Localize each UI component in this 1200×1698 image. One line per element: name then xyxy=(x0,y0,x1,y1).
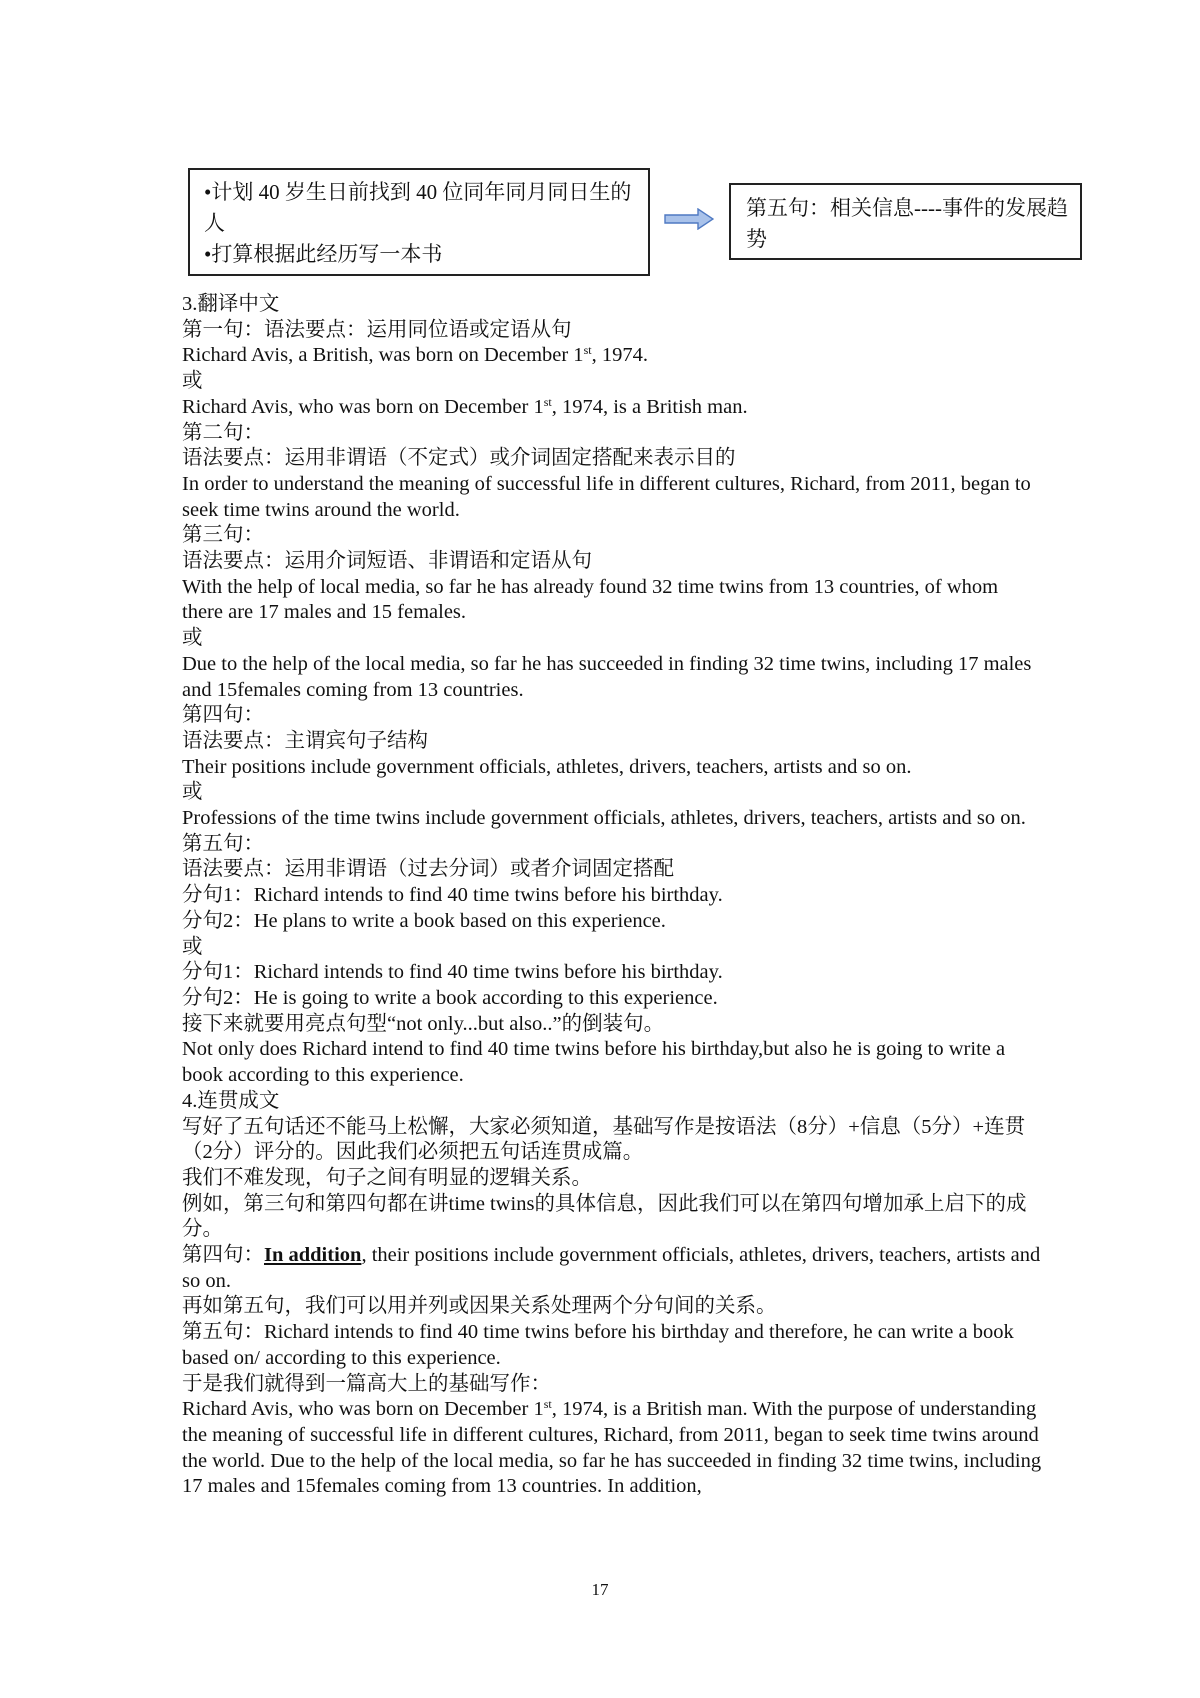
sentence-5-revised: 第五句：Richard intends to find 40 time twins before his birthday and therefore, he can write a book based on/ according to this experience. xyxy=(182,1321,1014,1369)
coherence-paragraph-5: 再如第五句，我们可以用并列或因果关系处理两个分句间的关系。 xyxy=(182,1295,777,1318)
transition-highlight: In addition xyxy=(264,1244,362,1267)
plan-line-1: •计划 40 岁生日前找到 40 位同年同月同日生的人 xyxy=(204,180,632,235)
sentence-5-grammar-point: 语法要点：运用非谓语（过去分词）或者介词固定搭配 xyxy=(182,858,674,881)
section-heading-translate: 3.翻译中文 xyxy=(182,293,280,315)
plan-box xyxy=(188,168,650,276)
sentence-3-grammar-point: 语法要点：运用介词短语、非谓语和定语从句 xyxy=(182,550,592,573)
coherence-paragraph-2: 我们不难发现，句子之间有明显的逻辑关系。 xyxy=(182,1166,592,1189)
or-text: 或 xyxy=(182,781,203,804)
plan-line-2: •打算根据此经历写一本书 xyxy=(204,242,443,266)
sentence-2-label: 第二句： xyxy=(182,421,264,444)
sentence-five-box xyxy=(729,183,1082,260)
inversion-note: 接下来就要用亮点句型“not only...but also..”的倒装句。 xyxy=(182,1012,665,1035)
sentence-4-label: 第四句： xyxy=(182,704,264,727)
sentence-3-label: 第三句： xyxy=(182,524,264,547)
sentence-4-revised: 第四句：In addition, their positions include government officials, athletes, drivers, teachers, artists and so on. xyxy=(182,1244,1041,1292)
sentence-4-grammar-point: 语法要点：主谓宾句子结构 xyxy=(182,729,428,752)
inversion-sentence: Not only does Richard intend to find 40 time twins before his birthday,but also he is going to write a book according to this experience. xyxy=(182,1038,1006,1087)
sentence-5-alt-clause-2: 分句2：He is going to write a book according to this experience. xyxy=(182,986,718,1009)
sentence-4-version-b: Professions of the time twins include government officials, athletes, drivers, teachers, artists and so on. xyxy=(182,807,1026,830)
sentence-5-label: 第五句： xyxy=(182,832,264,855)
sentence-5-clause-2: 分句2：He plans to write a book based on this experience. xyxy=(182,909,666,932)
sentence-2-text: In order to understand the meaning of successful life in different cultures, Richard, from 2011, began to seek time twins around the world. xyxy=(182,472,1031,521)
sentence-3-version-b: Due to the help of the local media, so far he has succeeded in finding 32 time twins, including 17 males and 15females coming from 13 countries. xyxy=(182,652,1032,701)
sentence-1-label: 第一句：语法要点：运用同位语或定语从句 xyxy=(182,318,572,341)
section-heading-coherence: 4.连贯成文 xyxy=(182,1089,280,1112)
sentence-5-alt-clause-1: 分句1：Richard intends to find 40 time twins before his birthday. xyxy=(182,961,723,984)
or-text: 或 xyxy=(182,370,203,393)
coherence-paragraph-1: 写好了五句话还不能马上松懈，大家必须知道，基础写作是按语法（8分）+信息（5分）+连贯（2分）评分的。因此我们必须把五句话连贯成篇。 xyxy=(182,1115,1026,1164)
sentence-2-grammar-point: 语法要点：运用非谓语（不定式）或介词固定搭配来表示目的 xyxy=(182,447,736,470)
sentence-4-version-a: Their positions include government officials, athletes, drivers, teachers, artists and so on. xyxy=(182,755,912,778)
document-body xyxy=(182,292,1042,1500)
or-text: 或 xyxy=(182,627,203,650)
page-number: 17 xyxy=(591,1580,609,1599)
right-arrow-icon xyxy=(664,208,714,230)
sentence-5-clause-1: 分句1：Richard intends to find 40 time twins before his birthday. xyxy=(182,884,723,907)
coherence-paragraph-3: 例如，第三句和第四句都在讲time twins的具体信息，因此我们可以在第四句增加承上启下的成分。 xyxy=(182,1192,1027,1241)
sentence-1-version-a: Richard Avis, a British, was born on December 1st, 1974. xyxy=(182,343,648,367)
sentence-five-box-text: 第五句：相关信息----事件的发展趋势 xyxy=(746,196,1068,251)
sentence-1-version-b: Richard Avis, who was born on December 1st, 1974, is a British man. xyxy=(182,394,748,418)
coherence-paragraph-7: 于是我们就得到一篇高大上的基础写作： xyxy=(182,1372,551,1395)
final-essay: Richard Avis, who was born on December 1st, 1974, is a British man. With the purpose of understanding the meaning of successful life in different cultures, Richard, from 2011, began to seek time twins around the world. Due to the help of the local media, so far he has succeeded in finding 32 time twins, including 17 males and 15females coming from 13 countries. In addition, xyxy=(182,1397,1042,1498)
or-text: 或 xyxy=(182,935,203,958)
sentence-3-version-a: With the help of local media, so far he has already found 32 time twins from 13 countries, of whom there are 17 males and 15 females. xyxy=(182,575,999,624)
